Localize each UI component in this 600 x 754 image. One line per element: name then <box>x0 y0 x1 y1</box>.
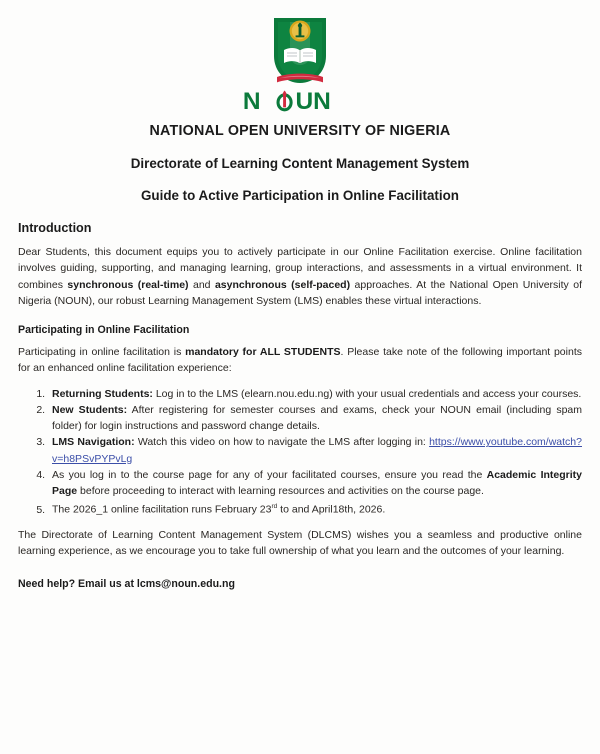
point-text-academic-integrity-a: As you log in to the course page for any of your facilitated courses, ensure you read the <box>52 468 487 481</box>
youtube-video-link[interactable]: https://www.youtube.com/watch?v=h8PSvPYPvLg <box>52 436 582 465</box>
list-item <box>48 499 582 518</box>
point-text-new-students: After registering for semester courses and exams, check your NOUN email (including spam folder) for login instructions and password change details. <box>52 403 582 433</box>
intro-text-e: approaches. At the National Open University of Nigeria (NOUN), our robust Learning Management System (LMS) enables these virtual interactions. <box>18 278 583 307</box>
point-label-returning-students: Returning Students: <box>52 387 153 400</box>
list-item <box>48 386 582 402</box>
participating-paragraph <box>18 344 582 377</box>
participating-heading: Participating in Online Facilitation <box>18 324 190 337</box>
participating-text-a: Participating in online facilitation is <box>18 346 186 359</box>
noun-wordmark <box>241 86 359 116</box>
point-text-returning-students: Log in to the LMS (elearn.nou.edu.ng) with your usual credentials and access your courses. <box>152 387 582 400</box>
point-label-new-students: New Students: <box>52 403 128 416</box>
intro-text-a: Dear Students, this document equips you to actively participate in our Online Facilitation exercise. Online facilitation involves guiding, supporting, and managing learning, group interactions, and assessments in a virtual environment. It combines <box>18 246 582 291</box>
point-text-schedule-b: to and April18th, 2026. <box>277 503 386 516</box>
intro-bold-synchronous: synchronous (real-time) <box>67 278 189 291</box>
point-text-academic-integrity-b: before proceeding to interact with learning resources and activities on the course page. <box>77 485 484 497</box>
svg-text:N: N <box>242 88 261 115</box>
noun-logo <box>18 0 582 116</box>
point-bold-academic-integrity-page: Academic Integrity Page <box>52 468 582 497</box>
list-item <box>48 434 582 466</box>
help-contact-note: Need help? Email us at lcms@noun.edu.ng <box>18 577 235 590</box>
list-item <box>48 467 582 499</box>
point-label-lms-navigation: LMS Navigation: <box>52 436 135 449</box>
svg-text:UN: UN <box>295 88 331 115</box>
guide-subtitle: Guide to Active Participation in Online Facilitation <box>141 188 459 203</box>
point-text-schedule-a: The 2026_1 online facilitation runs February 23 <box>52 503 272 516</box>
point-text-lms-navigation: Watch this video on how to navigate the LMS after logging in: <box>134 436 430 449</box>
participating-bold-mandatory: mandatory for ALL STUDENTS <box>185 346 341 359</box>
introduction-paragraph <box>18 244 582 309</box>
list-item <box>48 402 582 434</box>
directorate-subtitle: Directorate of Learning Content Management System <box>130 156 470 171</box>
closing-paragraph: The Directorate of Learning Content Management System (DLCMS) wishes you a seamless and productive online learning experience, as we encourage you to take full ownership of what you learn and the outcomes of your learning. <box>18 528 582 558</box>
ordinal-suffix: rd <box>271 503 278 511</box>
introduction-heading: Introduction <box>18 221 92 235</box>
important-points-list <box>18 386 582 518</box>
intro-bold-asynchronous: asynchronous (self-paced) <box>214 278 351 291</box>
intro-text-c: and <box>188 278 215 291</box>
page-title: NATIONAL OPEN UNIVERSITY OF NIGERIA <box>149 123 451 139</box>
noun-crest-icon <box>264 14 336 88</box>
participating-text-c: . Please take note of the following important points for an enhanced online facilitation experience: <box>18 346 582 375</box>
